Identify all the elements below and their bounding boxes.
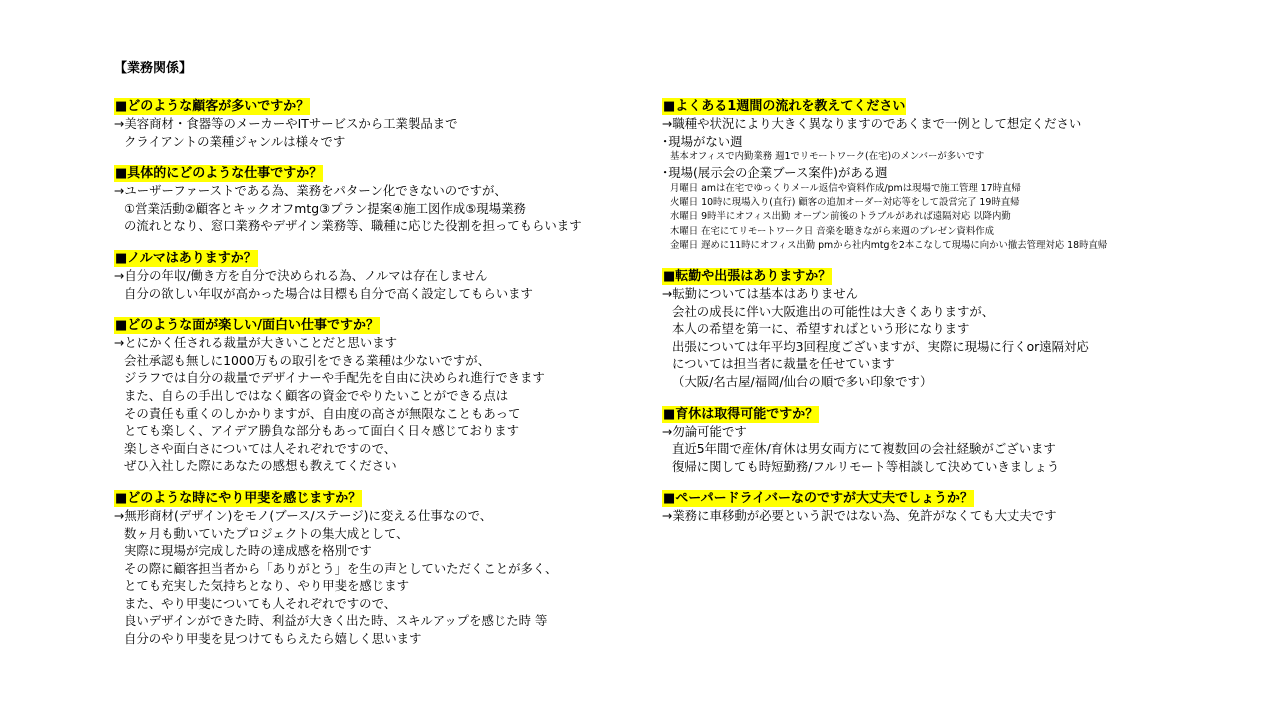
faq-line: 直近5年間で産休/育休は男女両方にて複数回の会社経験がございます [672, 441, 1056, 457]
faq-childcare-leave [662, 403, 1262, 476]
faq-heading: ■ペーパードライバーなのですが大丈夫でしょうか？ [663, 491, 973, 507]
faq-heading: ■どのような面が楽しい/面白い仕事ですか？ [115, 318, 380, 334]
week-day-row: 月曜日 amは在宅でゆっくりメール返信や資料作成/pmは現場で施工管理 17時直帰 [670, 182, 1021, 194]
faq-line: →勿論可能です [662, 423, 747, 439]
faq-line: →無形商材(デザイン)をモノ(ブース/ステージ)に変える仕事なので、 [114, 507, 493, 523]
faq-line: ジラフでは自分の裁量でデザイナーや手配先を自由に決められ進行できます [124, 370, 545, 386]
week-type-label: ･現場がない週 [662, 133, 743, 149]
week-day-row: 水曜日 9時半にオフィス出勤 オープン前後のトラブルがあれば遠隔対応 以降内勤 [670, 211, 1011, 223]
faq-weekly-flow [662, 95, 1262, 253]
faq-line: クライアントの業種ジャンルは様々です [124, 133, 346, 149]
faq-line: については担当者に裁量を任せています [672, 356, 895, 372]
faq-line: 自分のやり甲斐を見つけてもらえたら嬉しく思います [124, 631, 422, 647]
page-title: 【業務関係】 [114, 61, 193, 76]
faq-heading: ■転勤や出張はありますか？ [663, 269, 832, 284]
faq-heading: ■育休は取得可能ですか？ [663, 406, 819, 422]
faq-line: 会社の成長に伴い大阪進出の可能性は大きくありますが、 [672, 303, 995, 319]
faq-line: とても充実した気持ちとなり、やり甲斐を感じます [124, 578, 409, 594]
faq-line: →転勤については基本はありません [662, 286, 858, 301]
faq-heading: ■具体的にどのような仕事ですか？ [115, 166, 323, 182]
faq-paper-driver [662, 487, 1262, 525]
faq-heading: ■よくある1週間の流れを教えてください [663, 99, 906, 114]
faq-line: ①営業活動②顧客とキックオフmtg③プラン提案④施工図作成⑤現場業務 [124, 200, 526, 216]
faq-line: →ユーザーファーストである為、業務をパターン化できないのですが、 [114, 183, 507, 199]
faq-line: 本人の希望を第一に、希望すればという形になります [672, 321, 970, 337]
faq-line: 自分の欲しい年収が高かった場合は目標も自分で高く設定してもらいます [124, 285, 533, 301]
week-day-row: 火曜日 10時に現場入り(直行) 顧客の追加オーダー対応等をして設営完了 19時直帰 [670, 197, 1020, 209]
faq-line: 楽しさや面白さについては人それぞれですので、 [124, 440, 397, 456]
faq-rewarding [114, 487, 654, 648]
faq-fun [114, 314, 654, 475]
faq-quota [114, 247, 654, 302]
faq-line: 復帰に関しても時短勤務/フルリモート等相談して決めていきましょう [672, 458, 1060, 474]
faq-line: →自分の年収/働き方を自分で決められる為、ノルマは存在しません [114, 267, 488, 283]
faq-line: 良いデザインができた時、利益が大きく出た時、スキルアップを感じた時 等 [124, 613, 548, 629]
faq-line: 会社承認も無しに1000万もの取引をできる業種は少ないですが、 [124, 352, 491, 368]
faq-line: （大阪/名古屋/福岡/仙台の順で多い印象です） [672, 373, 933, 389]
faq-line: →美容商材・食器等のメーカーやITサービスから工業製品まで [114, 116, 458, 131]
faq-work-content [114, 162, 654, 235]
week-day-row: 金曜日 遅めに11時にオフィス出勤 pmから社内mtgを2本こなして現場に向かい撤去管理対応 18時直帰 [670, 239, 1108, 251]
faq-heading: ■どのような顧客が多いですか？ [115, 99, 310, 114]
faq-line: 出張については年平均3回程度ございますが、実際に現場に行くor遠隔対応 [672, 338, 1089, 354]
week-type-label: ･現場(展示会の企業ブース案件)がある週 [662, 165, 888, 181]
faq-line: その責任も重くのしかかりますが、自由度の高さが無限なこともあって [124, 405, 521, 421]
faq-customers [114, 95, 654, 150]
faq-line: とても楽しく、アイデア勝負な部分もあって面白く日々感じております [124, 423, 520, 439]
faq-line: また、自らの手出しではなく顧客の資金でやりたいことができる点は [124, 387, 509, 403]
faq-line: →とにかく任される裁量が大きいことだと思います [114, 335, 397, 351]
faq-heading: ■どのような時にやり甲斐を感じますか？ [115, 490, 362, 506]
faq-line: その際に顧客担当者から「ありがとう」を生の声としていただくことが多く、 [124, 560, 558, 576]
faq-heading: ■ノルマはありますか？ [115, 250, 257, 266]
faq-line: →業務に車移動が必要という訳ではない為、免許がなくても大丈夫です [662, 508, 1057, 524]
faq-line: の流れとなり、窓口業務やデザイン業務等、職種に応じた役割を担ってもらいます [124, 218, 582, 234]
faq-line: 実際に現場が完成した時の達成感を格別です [124, 543, 372, 559]
week-detail: 基本オフィスで内勤業務 週1でリモートワーク(在宅)のメンバーが多いです [670, 151, 985, 163]
faq-line: ぜひ入社した際にあなたの感想も教えてください [124, 458, 397, 474]
faq-line: また、やり甲斐についても人それぞれですので、 [124, 595, 397, 611]
faq-line: 数ヶ月も動いていたプロジェクトの集大成として、 [124, 525, 409, 541]
faq-transfer [662, 265, 1262, 391]
faq-line: →職種や状況により大きく異なりますのであくまで一例として想定ください [662, 116, 1082, 131]
left-column [114, 95, 654, 660]
week-day-row: 木曜日 在宅にてリモートワーク日 音楽を聴きながら来週のプレゼン資料作成 [670, 225, 994, 237]
right-column [662, 95, 1262, 537]
